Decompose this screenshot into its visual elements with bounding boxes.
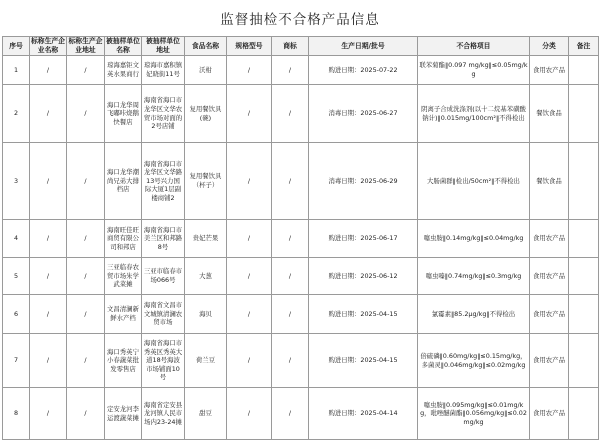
cell-category: 食用农产品 (530, 258, 569, 295)
cell-brand: / (272, 334, 309, 388)
header-cell: 生产日期/批号 (309, 37, 418, 56)
cell-note (569, 143, 599, 220)
unqualified-products-table (2, 36, 599, 440)
cell-note (569, 220, 599, 258)
cell-food: 海贝 (185, 295, 227, 334)
cell-sampled-name: 文昌清澜新鲜水产档 (105, 295, 142, 334)
table-row (3, 295, 599, 334)
cell-note (569, 258, 599, 295)
cell-food: 甜豆 (185, 388, 227, 440)
cell-mfr-name: / (30, 85, 67, 143)
cell-note (569, 295, 599, 334)
cell-mfr-name: / (30, 143, 67, 220)
cell-no: 1 (3, 56, 30, 85)
header-cell: 被抽样单位名称 (106, 37, 140, 54)
cell-failed-item: 倍硫磷‖0.60mg/kg‖≤0.15mg/kg，多菌灵‖0.046mg/kg‖≤0.02mg/kg (418, 334, 530, 388)
cell-sampled-name: 海南旺佳旺商贸有限公司和邦店 (105, 220, 142, 258)
header-cell: 标称生产企业名称 (31, 37, 65, 54)
cell-date: 购进日期：2025-07-22 (309, 56, 418, 85)
cell-brand: / (272, 388, 309, 440)
cell-mfr-addr: / (67, 220, 105, 258)
header-cell: 商标 (272, 37, 309, 56)
cell-mfr-name: / (30, 295, 67, 334)
header-cell: 被抽样单位地址 (142, 37, 185, 56)
cell-spec: / (227, 334, 272, 388)
cell-mfr-name: / (30, 334, 67, 388)
cell-sampled-name: 海口秀英宁小春蔬菜批发零售店 (105, 334, 142, 388)
cell-no: 8 (3, 388, 30, 440)
cell-date: 购进日期：2025-06-12 (309, 258, 418, 295)
table-header-row (3, 37, 599, 56)
cell-food: 沃柑 (185, 56, 227, 85)
cell-brand: / (272, 295, 309, 334)
cell-mfr-name: / (30, 388, 67, 440)
cell-category: 餐饮食品 (530, 85, 569, 143)
cell-no: 3 (3, 143, 30, 220)
cell-no: 4 (3, 220, 30, 258)
cell-no: 2 (3, 85, 30, 143)
cell-note (569, 85, 599, 143)
cell-failed-item: 阴离子合成洗涤剂(以十二烷基苯磺酸钠计)‖0.015mg/100cm²‖不得检出 (418, 85, 530, 143)
cell-no: 6 (3, 295, 30, 334)
cell-category: 食用农产品 (530, 388, 569, 440)
cell-sampled-addr: 海南省海口市美兰区和邦路8号 (142, 220, 185, 258)
cell-note (569, 388, 599, 440)
cell-mfr-addr: / (67, 295, 105, 334)
cell-spec: / (227, 143, 272, 220)
cell-no: 7 (3, 334, 30, 388)
table-row (3, 388, 599, 440)
cell-spec: / (227, 85, 272, 143)
header-cell: 规格型号 (227, 37, 272, 56)
table-row (3, 220, 599, 258)
cell-failed-item: 噻虫嗪‖0.74mg/kg‖≤0.3mg/kg (418, 258, 530, 295)
cell-sampled-addr: 海南省定安县龙河镇人民市场内23-24摊 (142, 388, 185, 440)
cell-mfr-addr: / (67, 143, 105, 220)
cell-sampled-name: 琼海嘉钜文英水果商行 (105, 56, 142, 85)
cell-mfr-name: / (30, 220, 67, 258)
header-cell: 标称生产企业地址 (67, 37, 105, 56)
header-cell: 不合格项目 (418, 37, 530, 56)
cell-category: 食用农产品 (530, 295, 569, 334)
cell-sampled-addr: 琼海市嘉积镇妃晓街11号 (142, 56, 185, 85)
header-cell: 分类 (530, 37, 569, 56)
cell-food: 荷兰豆 (185, 334, 227, 388)
cell-sampled-name: 海口龙华周飞嘟咔烧鹅快餐店 (105, 85, 142, 143)
cell-mfr-addr: / (67, 56, 105, 85)
table-row (3, 258, 599, 295)
header-cell: 备注 (569, 37, 599, 56)
cell-sampled-addr: 海南省海口市龙华区文华农贸市场对面的2号店铺 (142, 85, 185, 143)
cell-failed-item: 噻虫胺‖0.14mg/kg‖≤0.04mg/kg (418, 220, 530, 258)
cell-date: 购进日期：2025-04-15 (309, 295, 418, 334)
table-row (3, 143, 599, 220)
cell-sampled-addr: 三亚市临春市场066号 (142, 258, 185, 295)
cell-failed-item: 大肠菌群‖检出/50cm²‖不得检出 (418, 143, 530, 220)
cell-mfr-addr: / (67, 334, 105, 388)
cell-date: 消毒日期：2025-06-29 (309, 143, 418, 220)
cell-mfr-addr: / (67, 258, 105, 295)
cell-brand: / (272, 143, 309, 220)
cell-mfr-addr: / (67, 388, 105, 440)
cell-sampled-name: 三亚临春农贸市场朱学武菜摊 (105, 258, 142, 295)
cell-category: 食用农产品 (530, 220, 569, 258)
table-row (3, 85, 599, 143)
table-row (3, 56, 599, 85)
cell-failed-item: 联苯菊酯‖0.097 mg/kg‖≤0.05mg/kg (418, 56, 530, 85)
cell-sampled-addr: 海南省文昌市文城镇清澜农贸市场 (142, 295, 185, 334)
cell-mfr-addr: / (67, 85, 105, 143)
page-title: 监督抽检不合格产品信息 (220, 12, 380, 28)
cell-category: 食用农产品 (530, 56, 569, 85)
cell-brand: / (272, 220, 309, 258)
cell-sampled-addr: 海南省海口市秀英区秀英大道18号海波市场铺面10号 (142, 334, 185, 388)
cell-failed-item: 噻虫胺‖0.095mg/kg‖≤0.01mg/kg，吡唑醚菌酯‖0.056mg/kg‖≤0.02mg/kg (418, 388, 530, 440)
cell-sampled-addr: 海南省海口市龙华区文华路13号兴力国际大厦1层副楼商铺2 (142, 143, 185, 220)
cell-food: 复用餐饮具（杯子） (185, 143, 227, 220)
cell-category: 餐饮食品 (530, 143, 569, 220)
cell-date: 购进日期：2025-06-17 (309, 220, 418, 258)
table-row (3, 334, 599, 388)
cell-date: 消毒日期：2025-06-27 (309, 85, 418, 143)
cell-food: 大葱 (185, 258, 227, 295)
cell-food: 复用餐饮具(碗) (185, 85, 227, 143)
cell-food: 贵妃芒果 (185, 220, 227, 258)
cell-failed-item: 氯霉素‖85.2μg/kg‖不得检出 (418, 295, 530, 334)
cell-brand: / (272, 258, 309, 295)
cell-sampled-name: 定安龙河李运渡蔬菜摊 (105, 388, 142, 440)
cell-spec: / (227, 388, 272, 440)
cell-note (569, 334, 599, 388)
cell-brand: / (272, 85, 309, 143)
cell-spec: / (227, 295, 272, 334)
header-cell: 序号 (3, 37, 30, 56)
cell-date: 购进日期：2025-04-15 (309, 334, 418, 388)
header-cell: 食品名称 (185, 37, 227, 56)
cell-sampled-name: 海口龙华潮尚兄弟大排档店 (105, 143, 142, 220)
cell-no: 5 (3, 258, 30, 295)
cell-note (569, 56, 599, 85)
cell-mfr-name: / (30, 258, 67, 295)
cell-date: 购进日期：2025-04-14 (309, 388, 418, 440)
cell-spec: / (227, 56, 272, 85)
cell-brand: / (272, 56, 309, 85)
cell-category: 食用农产品 (530, 334, 569, 388)
cell-mfr-name: / (30, 56, 67, 85)
cell-spec: / (227, 220, 272, 258)
cell-spec: / (227, 258, 272, 295)
